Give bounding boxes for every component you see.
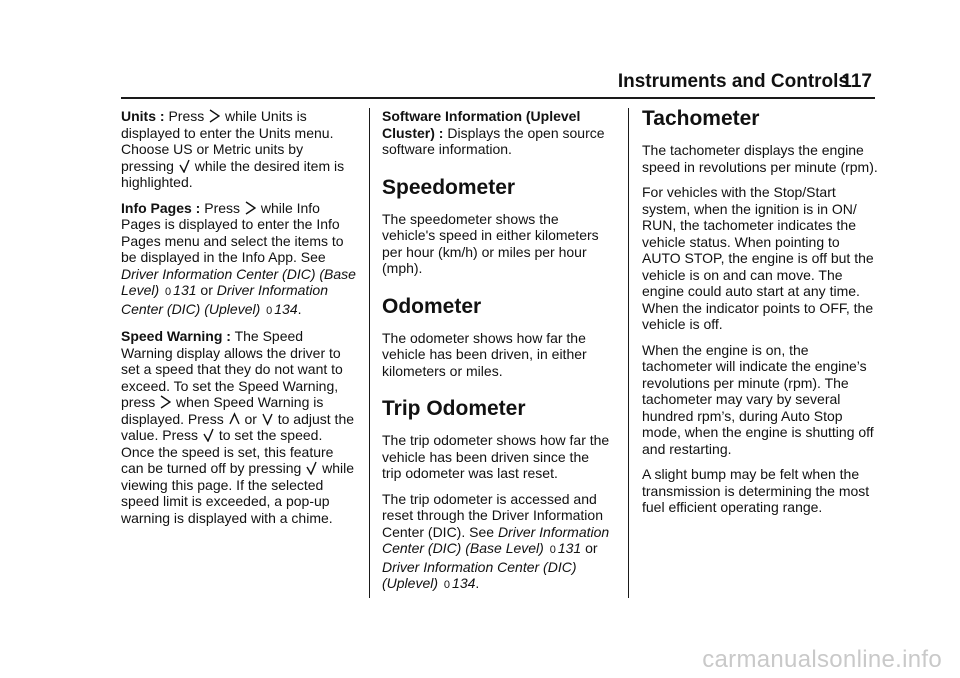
- info-pages-ref-2-page[interactable]: 134: [274, 300, 298, 317]
- speed-warning-text-6: while viewing this page. If the selected speed limit is exceeded, a pop-up warning is displayed with a chime.: [121, 460, 354, 526]
- tachometer-paragraph-2: For vehicles with the Stop/Start system, when the ignition is in ON/ RUN, the tachometer indicates the vehicle status. When pointing to AUTO STOP, the engine is off but the vehicle is on and can move. The engine could auto start at any time. When the indicator points to OFF, the vehicle is off.: [642, 184, 874, 332]
- speed-warning-text-4: to adjust the value. Press: [121, 410, 355, 443]
- column-2: [382, 108, 612, 603]
- info-pages-or: or: [200, 282, 213, 298]
- trip-ref-1[interactable]: Driver Information Center (DIC) (Base Level): [382, 523, 610, 556]
- info-pages-text-2: while Info Pages is displayed to enter the Info Pages menu and select the items to be displayed in the Info App. See: [121, 199, 344, 265]
- checkmark-icon: [306, 461, 317, 475]
- software-info-paragraph: [382, 108, 612, 158]
- trip-end: .: [475, 575, 480, 591]
- tachometer-heading: Tachometer: [642, 107, 760, 130]
- chevron-right-icon: [245, 201, 256, 215]
- tachometer-paragraph-3: When the engine is on, the tachometer will indicate the engine’s revolutions per minute (rpm). The tachometer may vary by several hundred rpm’s, during Auto Stop mode, when the engine is shutting off and restarting.: [642, 341, 874, 457]
- page-ref-arrow-icon: 0: [549, 544, 556, 556]
- column-1: [121, 108, 357, 535]
- page-header: [0, 0, 960, 98]
- units-paragraph: [121, 108, 357, 191]
- page-ref-arrow-icon: 0: [165, 286, 172, 298]
- units-text-3: while the desired item is highlighted.: [121, 157, 345, 190]
- speed-warning-text-2: when Speed Warning is displayed. Press: [121, 394, 324, 427]
- info-pages-ref-2[interactable]: Driver Information Center (DIC) (Uplevel): [121, 282, 329, 317]
- software-info-text: Displays the open source software information.: [382, 124, 605, 157]
- chevron-up-icon: [229, 412, 240, 426]
- trip-odometer-heading: Trip Odometer: [382, 397, 526, 420]
- software-info-label: Software Information (Uplevel Cluster) :: [382, 108, 581, 141]
- page-ref-arrow-icon: 0: [443, 579, 451, 591]
- speed-warning-paragraph: [121, 328, 357, 526]
- info-pages-end: .: [297, 300, 302, 317]
- tachometer-paragraph-1: The tachometer displays the engine speed in revolutions per minute (rpm).: [642, 142, 878, 175]
- info-pages-text-1: Press: [204, 199, 241, 216]
- speed-warning-text-1: The Speed Warning display allows the driver to set a speed that they do not want to exceed. To set the Speed Warning, press: [121, 328, 343, 410]
- checkmark-icon: [179, 159, 190, 173]
- trip-odometer-text-2: The trip odometer is accessed and reset through the Driver Information Center (DIC). See: [382, 490, 603, 540]
- trip-ref-1-page[interactable]: 131: [557, 540, 582, 556]
- trip-odometer-text-1: The trip odometer shows how far the vehicle has been driven since the trip odometer was last reset.: [382, 432, 610, 481]
- chevron-right-icon: [209, 109, 220, 123]
- odometer-heading: Odometer: [382, 294, 482, 318]
- speed-warning-text-5: to set the speed. Once the speed is set, this feature can be turned off by pressing: [121, 427, 334, 476]
- units-text-2: while Units is displayed to enter the Units menu. Choose US or Metric units by pressing: [121, 108, 334, 174]
- trip-odometer-paragraph-2: [382, 491, 612, 594]
- odometer-text: The odometer shows how far the vehicle has been driven, in either kilometers or miles.: [382, 329, 587, 379]
- chevron-down-icon: [262, 412, 273, 426]
- header-divider: [121, 97, 875, 99]
- checkmark-icon: [203, 428, 214, 442]
- speed-warning-label: Speed Warning :: [121, 328, 231, 344]
- units-text-1: Press: [168, 108, 205, 124]
- tachometer-paragraph-4: A slight bump may be felt when the transmission is determining the most fuel efficient operating range.: [642, 466, 870, 515]
- trip-ref-2-page[interactable]: 134: [452, 575, 476, 591]
- column-divider-1: [369, 108, 370, 598]
- column-3: [642, 108, 878, 525]
- trip-or: or: [585, 540, 598, 556]
- column-divider-2: [628, 108, 629, 598]
- units-label: Units :: [121, 108, 165, 124]
- speedometer-heading: Speedometer: [382, 175, 516, 199]
- watermark: carmanualsonline.info: [702, 646, 942, 673]
- chevron-right-icon: [160, 395, 171, 409]
- speedometer-text: The speedometer shows the vehicle's speed in either kilometers per hour (km/h) or miles per hour (mph).: [382, 210, 599, 276]
- speed-warning-text-3: or: [244, 410, 257, 427]
- trip-ref-2[interactable]: Driver Information Center (DIC) (Uplevel): [382, 558, 577, 591]
- info-pages-ref-1[interactable]: Driver Information Center (DIC) (Base Level): [121, 265, 356, 298]
- page-number: 117: [841, 71, 872, 92]
- page-ref-arrow-icon: 0: [266, 304, 273, 317]
- info-pages-label: Info Pages :: [121, 199, 201, 216]
- info-pages-paragraph: [121, 200, 357, 320]
- info-pages-ref-1-page[interactable]: 131: [173, 282, 197, 298]
- section-title: Instruments and Controls: [617, 71, 849, 92]
